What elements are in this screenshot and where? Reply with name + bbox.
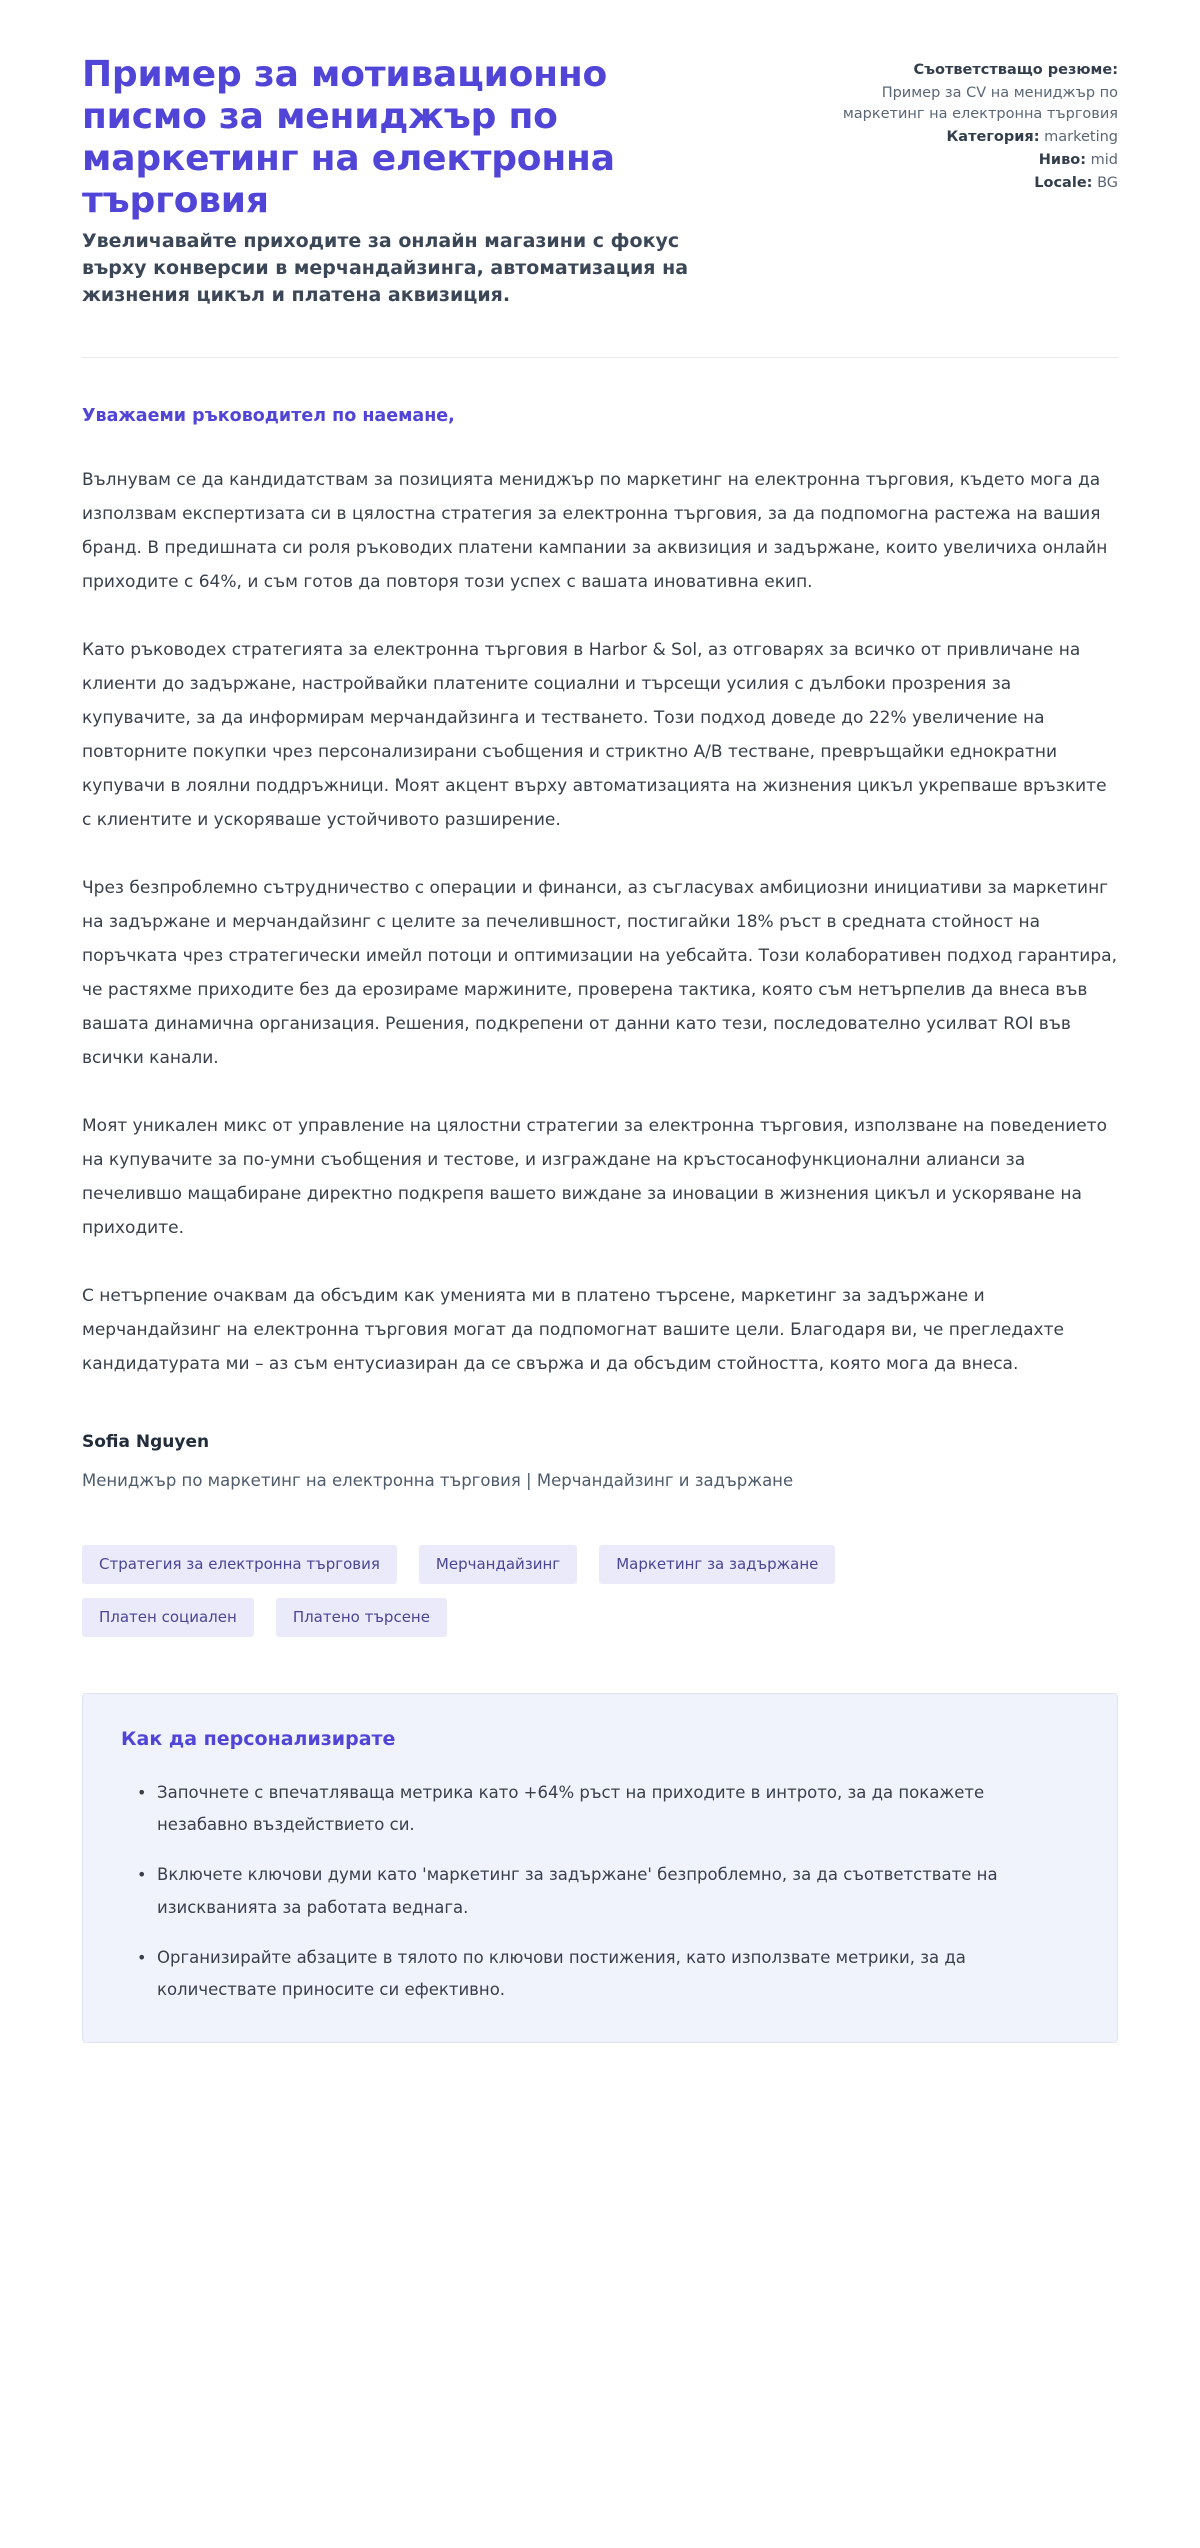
meta-level	[833, 150, 1118, 171]
letter-paragraph: С нетърпение очаквам да обсъдим как уменията ми в платено търсене, маркетинг за задържане и мерчандайзинг на електронна търговия могат да подпомогнат вашите цели. Благодаря ви, че прегледахте кандидатурата ми – аз съм ентусиазиран да се свържа и да обсъдим стойността, която мога да внеса.	[82, 1285, 1064, 1374]
meta-locale-value: BG	[1097, 175, 1118, 192]
tag-list	[82, 1545, 922, 1637]
meta-locale	[833, 173, 1118, 194]
tag-chip[interactable]: Маркетинг за задържане	[599, 1545, 835, 1584]
meta-category-value: marketing	[1044, 129, 1118, 146]
page-subtitle: Увеличавайте приходите за онлайн магазини с фокус върху конверсии в мерчандайзинга, автоматизация на жизнения цикъл и платена аквизиция.	[82, 230, 689, 307]
signature-role: Мениджър по маркетинг на електронна търговия | Мерчандайзинг и задържане	[82, 1470, 794, 1490]
header-title-block	[82, 54, 702, 309]
tag-chip[interactable]: Мерчандайзинг	[419, 1545, 577, 1584]
meta-level-value: mid	[1090, 152, 1118, 169]
letter-body	[82, 358, 1118, 1381]
meta-locale-label: Locale:	[1034, 175, 1093, 192]
letter-salutation: Уважаеми ръководител по наемане,	[82, 406, 455, 427]
meta-related-resume-label: Съответстващо резюме:	[913, 62, 1118, 78]
callout-tip-list	[121, 1777, 1079, 2006]
personalization-callout	[82, 1693, 1118, 2043]
tag-chip[interactable]: Стратегия за електронна търговия	[82, 1545, 397, 1584]
callout-tip-item: • Организирайте абзаците в тялото по ключови постижения, като използвате метрики, за да количествате приносите си ефективно.	[143, 1942, 1079, 2006]
meta-related-resume-value-row	[833, 83, 1118, 125]
callout-tip-item: • Започнете с впечатляваща метрика като +64% ръст на приходите в интрото, за да покажете незабавно въздействието си.	[143, 1777, 1079, 1841]
callout-title: Как да персонализирате	[121, 1728, 396, 1751]
letter-paragraph: Моят уникален микс от управление на цялостни стратегии за електронна търговия, използване на поведението на купувачите за по-умни съобщения и тестове, и изграждане на кръстосанофункционални алианси за печелившо мащабиране директно подкрепя вашето виждане за иновации в жизнения цикъл и ускоряване на приходите.	[82, 1115, 1107, 1238]
page-title: Пример за мотивационно писмо за мениджър по маркетинг на електронна търговия	[82, 54, 615, 222]
letter-paragraph: Чрез безпроблемно сътрудничество с операции и финанси, аз съгласувах амбициозни инициативи за маркетинг на задържане и мерчандайзинг с целите за печелившност, постигайки 18% ръст в средната стойност на поръчката чрез стратегически имейл потоци и оптимизации на уебсайта. Този колаборативен подход гарантира, че растяхме приходите без да ерозираме маржините, проверена тактика, която съм нетърпелив да внеса във вашата динамична организация. Решения, подкрепени от данни като тези, последователно усилват ROI във всички канали.	[82, 877, 1117, 1068]
signature-block	[82, 1431, 1118, 1494]
letter-paragraph: Вълнувам се да кандидатствам за позицията мениджър по маркетинг на електронна търговия, където мога да използвам експертизата си в цялостна стратегия за електронна търговия, за да подпомогна растежа на вашия бранд. В предишната си роля ръководих платени кампании за аквизиция и задържане, които увеличиха онлайн приходите с 64%, и съм готов да повторя този успех с вашата иновативна екип.	[82, 469, 1108, 592]
page-header	[82, 54, 1118, 309]
tag-chip[interactable]: Платен социален	[82, 1598, 254, 1637]
callout-tip-item: • Включете ключови думи като 'маркетинг за задържане' безпроблемно, за да съответствате на изискванията за работата веднага.	[143, 1859, 1079, 1923]
meta-level-label: Ниво:	[1038, 152, 1087, 169]
tag-chip[interactable]: Платено търсене	[276, 1598, 447, 1637]
meta-category	[833, 127, 1118, 148]
letter-paragraph: Като ръководех стратегията за електронна търговия в Harbor & Sol, аз отговарях за всичко от привличане на клиенти до задържане, настройвайки платените социални и търсещи усилия с дълбоки прозрения за купувачите, за да информирам мерчандайзинга и тестването. Този подход доведе до 22% увеличение на повторните покупки чрез персонализирани съобщения и стриктно A/B тестване, превръщайки еднократни купувачи в лоялни поддръжници. Моят акцент върху автоматизацията на жизнения цикъл укрепваше връзките с клиентите и ускоряваше устойчивото разширение.	[82, 639, 1107, 830]
meta-category-label: Категория:	[946, 129, 1040, 146]
meta-related-resume-value: Пример за CV на мениджър по маркетинг на електронна търговия	[842, 85, 1118, 123]
signature-name: Sofia Nguyen	[82, 1431, 210, 1452]
meta-related-resume	[833, 60, 1118, 81]
document-metadata	[833, 54, 1118, 196]
